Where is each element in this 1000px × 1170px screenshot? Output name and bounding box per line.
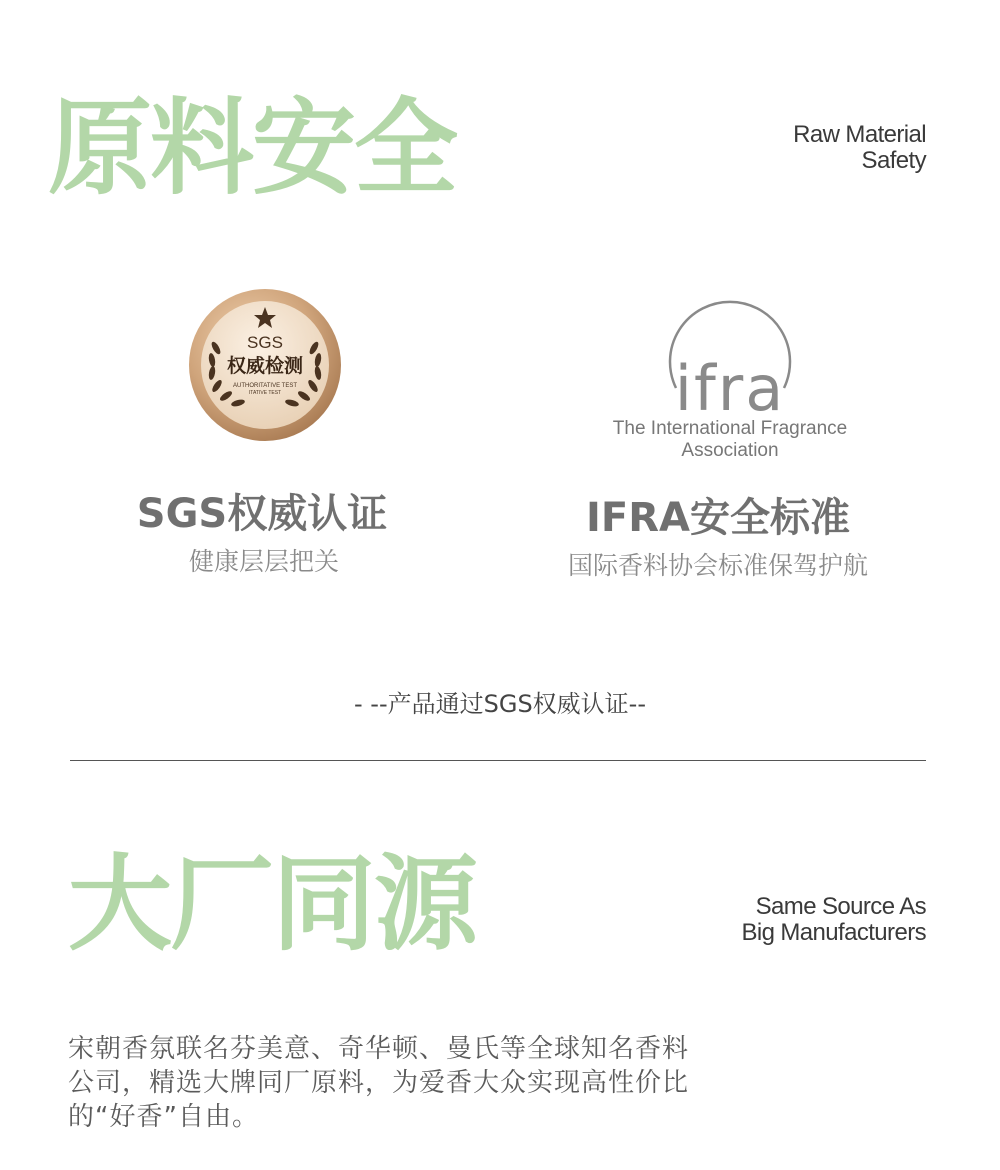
sgs-tagline: - --产品通过SGS权威认证-- bbox=[354, 690, 646, 718]
ifra-cert-subtitle: 国际香料协会标准保驾护航 bbox=[567, 551, 869, 580]
sgs-badge-top-text: SGS bbox=[247, 333, 283, 352]
section2-subtitle-line1: Same Source As bbox=[755, 893, 926, 920]
section-subtitle-en bbox=[793, 122, 926, 174]
section-subtitle-line2: Safety bbox=[861, 147, 926, 174]
section-title-raw-material-safety: 原料安全 bbox=[48, 87, 457, 209]
paragraph-line-2: 公司，精选大牌同厂原料，为爱香大众实现高性价比 bbox=[68, 1068, 690, 1098]
sgs-cert-title: SGS权威认证 bbox=[136, 491, 388, 537]
section-title-same-source: 大厂同源 bbox=[68, 843, 477, 965]
description-paragraph bbox=[68, 1032, 768, 1134]
sgs-badge-small-text-1: AUTHORITATIVE TEST bbox=[232, 383, 298, 389]
ifra-logo-wordmark: ifra bbox=[674, 352, 786, 425]
sgs-cert-subtitle: 健康层层把关 bbox=[188, 547, 340, 576]
section2-subtitle-line2: Big Manufacturers bbox=[741, 919, 926, 946]
ifra-logo-icon bbox=[590, 300, 870, 466]
section-divider bbox=[70, 760, 926, 761]
ifra-logo-line2: Association bbox=[681, 440, 779, 461]
section-subtitle-line1: Raw Material bbox=[793, 121, 926, 148]
ifra-logo-line1: The International Fragrance bbox=[612, 418, 848, 439]
paragraph-line-3: 的“好香”自由。 bbox=[68, 1102, 259, 1132]
ifra-cert-title: IFRA安全标准 bbox=[586, 495, 850, 541]
sgs-badge-main-text: 权威检测 bbox=[226, 355, 304, 377]
sgs-badge-icon bbox=[188, 288, 342, 446]
paragraph-line-1: 宋朝香氛联名芬美意、奇华顿、曼氏等全球知名香料 bbox=[68, 1034, 690, 1064]
sgs-badge-small-text-2: ITATIVE TEST bbox=[248, 390, 282, 396]
section2-subtitle-en bbox=[741, 894, 926, 946]
